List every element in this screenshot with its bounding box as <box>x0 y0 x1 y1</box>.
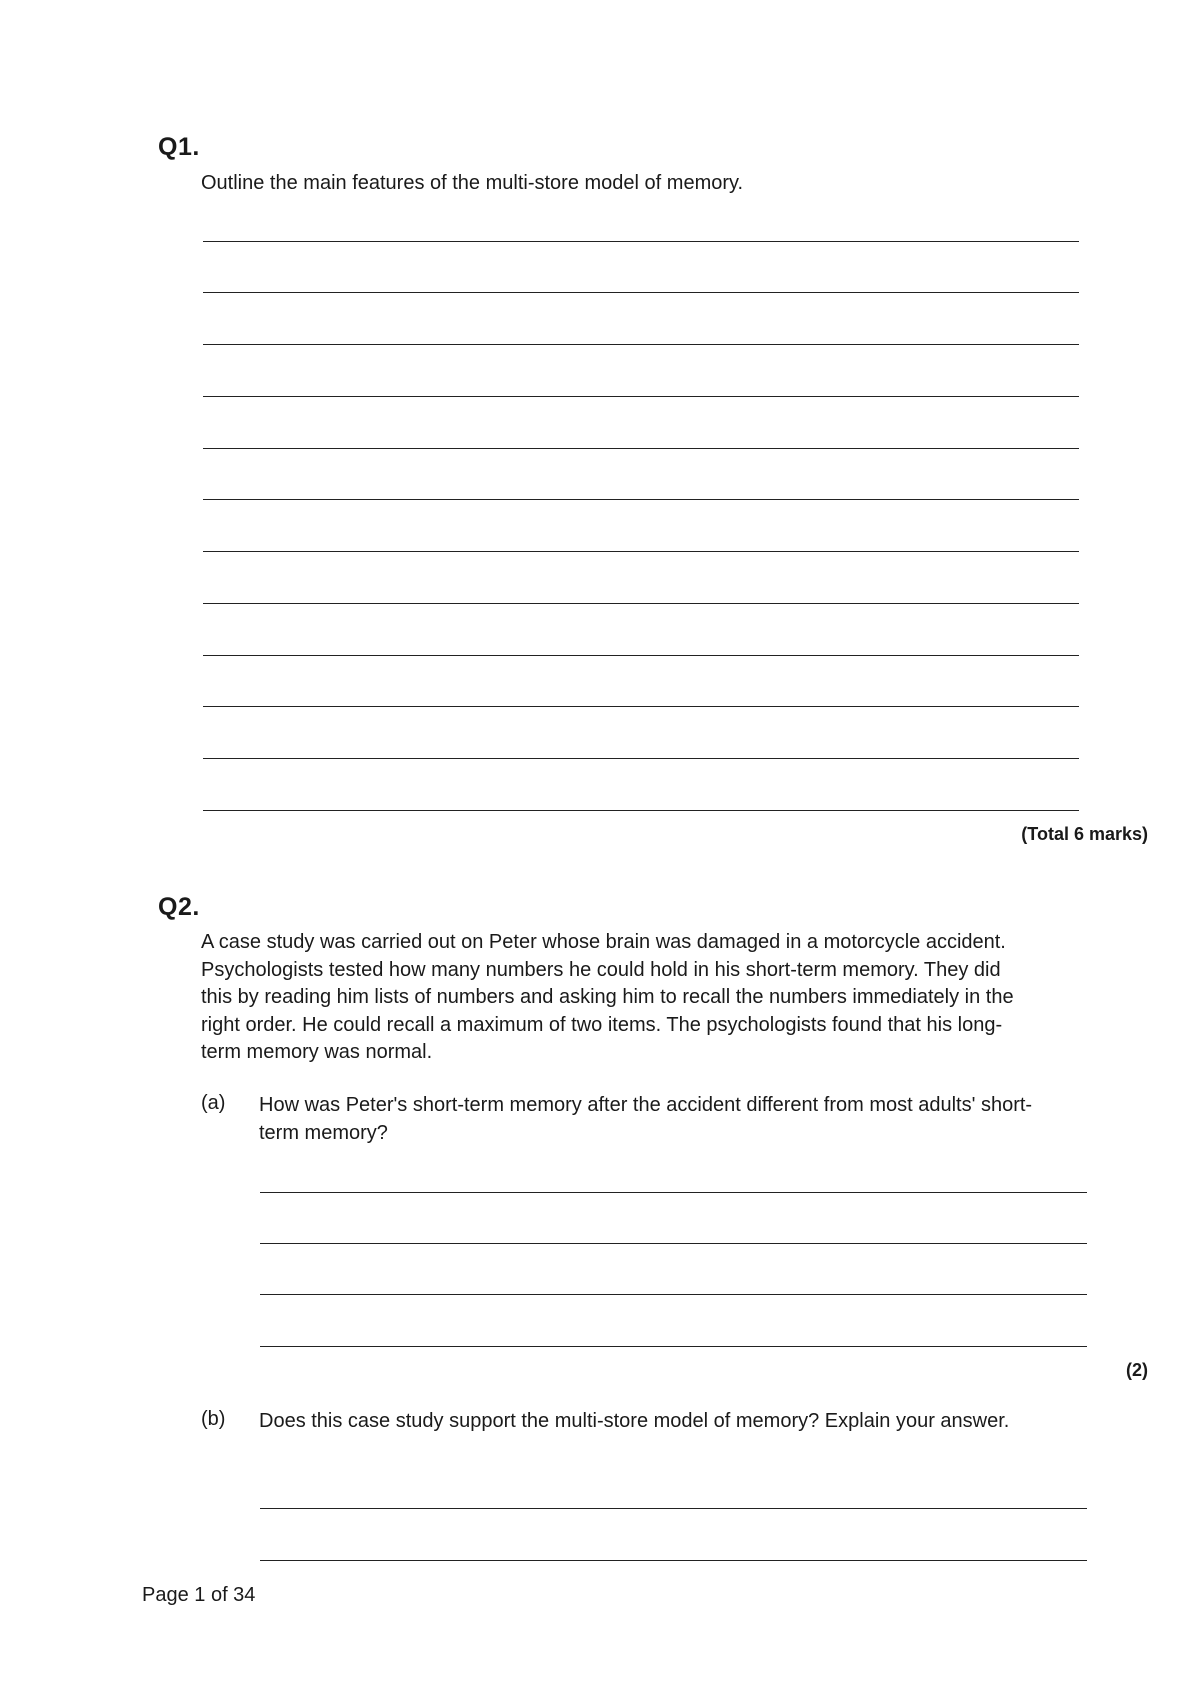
question-1-prompt: Outline the main features of the multi-store model of memory. <box>201 172 744 194</box>
question-1-total-marks: (Total 6 marks) <box>1021 824 1148 844</box>
answer-line[interactable] <box>260 1508 1087 1509</box>
answer-line[interactable] <box>203 655 1079 656</box>
answer-line[interactable] <box>203 448 1079 449</box>
part-a-letter: (a) <box>201 1092 226 1114</box>
answer-line[interactable] <box>203 241 1079 242</box>
answer-line[interactable] <box>260 1560 1087 1561</box>
answer-line[interactable] <box>260 1192 1087 1193</box>
question-2-number: Q2. <box>158 893 200 921</box>
answer-line[interactable] <box>203 758 1079 759</box>
question-2-stem: A case study was carried out on Peter whose brain was damaged in a motorcycle accident. Psychologists tested how many numbers he could hold in his short-term memory. They did this by reading him lists of numbers and asking him to recall the numbers immediately in the right order. He could recall a maximum of two items. The psychologists found that his long-term memory was normal. <box>201 931 1014 1063</box>
answer-line[interactable] <box>203 706 1079 707</box>
answer-line[interactable] <box>203 292 1079 293</box>
answer-line[interactable] <box>203 499 1079 500</box>
answer-line[interactable] <box>203 344 1079 345</box>
answer-line[interactable] <box>203 551 1079 552</box>
part-a-marks: (2) <box>1126 1360 1148 1380</box>
page-number: Page 1 of 34 <box>142 1584 256 1606</box>
answer-line[interactable] <box>260 1294 1087 1295</box>
part-b-letter: (b) <box>201 1408 226 1430</box>
answer-line[interactable] <box>203 603 1079 604</box>
answer-line[interactable] <box>260 1346 1087 1347</box>
answer-line[interactable] <box>203 810 1079 811</box>
answer-line[interactable] <box>260 1243 1087 1244</box>
answer-line[interactable] <box>203 396 1079 397</box>
question-1-number: Q1. <box>158 133 200 161</box>
part-a-question: How was Peter's short-term memory after the accident different from most adults' short-term memory? <box>259 1094 1033 1144</box>
part-b-question: Does this case study support the multi-store model of memory? Explain your answer. <box>259 1410 1010 1432</box>
